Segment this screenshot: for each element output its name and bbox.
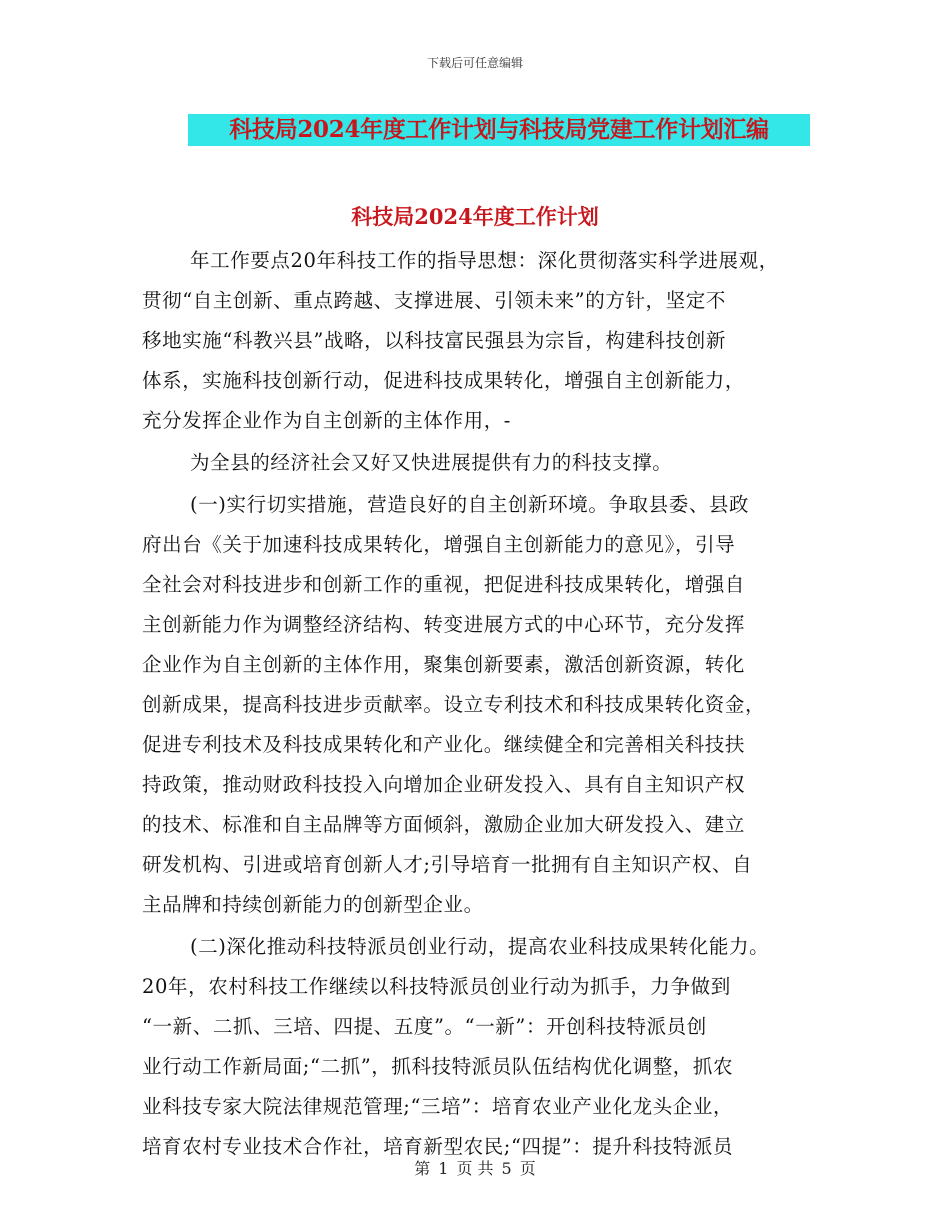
footer-middle: 页 共	[456, 1159, 494, 1178]
text-line: 主品牌和持续创新能力的创新型企业。	[142, 893, 484, 916]
text-line: 贯彻“自主创新、重点跨越、支撑进展、引领未来”的方针，坚定不	[142, 289, 726, 312]
page-number: 1	[438, 1159, 449, 1178]
text-line: 的技术、标准和自主品牌等方面倾斜，激励企业加大研发投入、建立	[142, 813, 746, 836]
text-line: 业科技专家大院法律规范管理;“三培”：培育农业产业化龙头企业，	[142, 1095, 734, 1118]
text-line: 年工作要点20年科技工作的指导思想：深化贯彻落实科学进展观，	[190, 249, 779, 272]
text-line: (二)深化推动科技特派员创业行动，提高农业科技成果转化能力。	[190, 935, 770, 958]
footer-suffix: 页	[519, 1159, 536, 1178]
footer-prefix: 第	[414, 1159, 431, 1178]
total-pages: 5	[501, 1159, 512, 1178]
text-line: 体系，实施科技创新行动，促进科技成果转化，增强自主创新能力，	[142, 369, 746, 392]
text-line: 全社会对科技进步和创新工作的重视，把促进科技成果转化，增强自	[142, 573, 746, 596]
header-note: 下载后可任意编辑	[426, 56, 523, 70]
text-line: 府出台《关于加速科技成果转化，增强自主创新能力的意见》，引导	[142, 533, 736, 556]
text-line: 移地实施“科教兴县”战略，以科技富民强县为宗旨，构建科技创新	[142, 329, 726, 352]
text-line: “一新、二抓、三培、四提、五度”。“一新”：开创科技特派员创	[142, 1015, 707, 1038]
text-line: 企业作为自主创新的主体作用，聚集创新要素，激活创新资源，转化	[142, 653, 746, 676]
text-line: 业行动工作新局面;“二抓”，抓科技特派员队伍结构优化调整，抓农	[142, 1055, 734, 1078]
text-line: 20年，农村科技工作继续以科技特派员创业行动为抓手，力争做到	[142, 975, 731, 998]
text-line: 充分发挥企业作为自主创新的主体作用，-	[142, 409, 511, 432]
text-line: (一)实行切实措施，营造良好的自主创新环境。争取县委、县政	[190, 493, 750, 516]
document-title: 科技局2024年度工作计划与科技局党建工作计划汇编	[229, 116, 769, 143]
text-line: 为全县的经济社会又好又快进展提供有力的科技支撑。	[190, 451, 673, 474]
text-line: 主创新能力作为调整经济结构、转变进展方式的中心环节，充分发挥	[142, 613, 746, 636]
text-line: 创新成果，提高科技进步贡献率。设立专利技术和科技成果转化资金，	[142, 693, 766, 716]
page-footer	[0, 1156, 950, 1179]
text-line: 促进专利技术及科技成果转化和产业化。继续健全和完善相关科技扶	[142, 733, 746, 756]
text-line: 持政策，推动财政科技投入向增加企业研发投入、具有自主知识产权	[142, 773, 746, 796]
text-line: 研发机构、引进或培育创新人才;引导培育一批拥有自主知识产权、自	[142, 853, 753, 876]
text-line: 培育农村专业技术合作社，培育新型农民;“四提”：提升科技特派员	[142, 1135, 734, 1158]
section-title: 科技局2024年度工作计划	[351, 204, 599, 229]
